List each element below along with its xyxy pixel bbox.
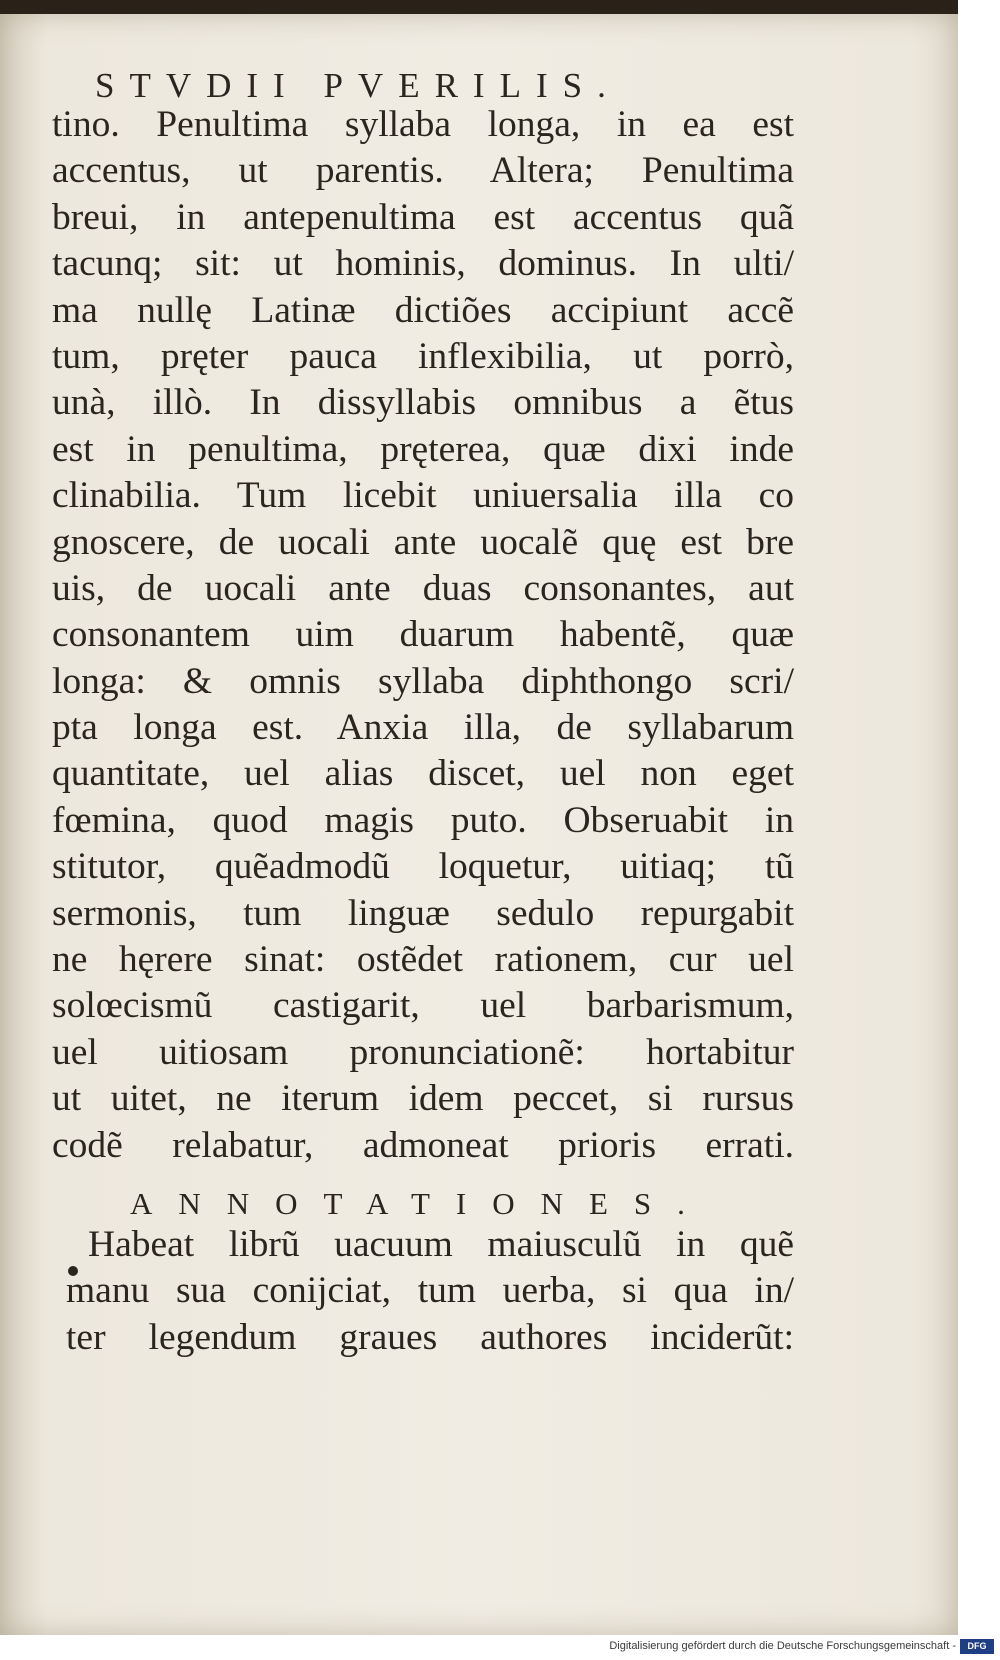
text-line: breui, in antepenultima est accentus quã <box>52 196 794 238</box>
annotation-line: manu sua conijciat, tum uerba, si qua in/ <box>66 1270 794 1312</box>
text-line: ut uitet, ne iterum idem peccet, si rursus <box>52 1078 794 1120</box>
text-line: tacunq; sit: ut hominis, dominus. In ulti/ <box>52 243 794 285</box>
text-line: tum, pręter pauca inflexibilia, ut porrò, <box>52 335 794 377</box>
running-head: STVDII PVERILIS. <box>95 66 621 105</box>
text-line: ma nullę Latinæ dictiões accipiunt accẽ <box>52 289 794 331</box>
annotation-line: ter legendum graues authores inciderũt: <box>66 1316 794 1358</box>
text-line: uel uitiosam pronunciationẽ: hortabitur <box>52 1031 794 1073</box>
text-line: pta longa est. Anxia illa, de syllabarum <box>52 707 794 749</box>
page-margin <box>958 0 1000 1635</box>
text-line: stitutor, quẽadmodũ loquetur, uitiaq; tũ <box>52 846 794 888</box>
text-line: quantitate, uel alias discet, uel non eget <box>52 753 794 795</box>
text-line: sermonis, tum linguæ sedulo repurgabit <box>52 892 794 934</box>
text-line: accentus, ut parentis. Altera; Penultima <box>52 150 794 192</box>
text-line: ne hęrere sinat: ostẽdet rationem, cur uel <box>52 939 794 981</box>
text-line: est in penultima, pręterea, quæ dixi inde <box>52 428 794 470</box>
footer-bar <box>0 1635 1000 1660</box>
text-line: uis, de uocali ante duas consonantes, aut <box>52 567 794 609</box>
text-line: unà, illò. In dissyllabis omnibus a ẽtus <box>52 382 794 424</box>
funding-credit: Digitalisierung gefördert durch die Deutsche Forschungsgemeinschaft - <box>609 1640 956 1652</box>
text-line: solœcismũ castigarit, uel barbarismum, <box>52 985 794 1027</box>
text-line: tino. Penultima syllaba longa, in ea est <box>52 104 794 145</box>
section-heading: ANNOTATIONES. <box>130 1186 711 1221</box>
annotation-text <box>66 1220 794 1359</box>
body-text <box>52 102 794 1169</box>
text-line: fœmina, quod magis puto. Obseruabit in <box>52 799 794 841</box>
annotation-line: Habeat librũ uacuum maiusculũ in quẽ <box>88 1224 794 1265</box>
text-line: gnoscere, de uocali ante uocalẽ quę est bre <box>52 521 794 563</box>
text-line: clinabilia. Tum licebit uniuersalia illa co <box>52 475 794 517</box>
text-line: codẽ relabatur, admoneat prioris errati. <box>52 1124 794 1166</box>
text-line: longa: & omnis syllaba diphthongo scri/ <box>52 660 794 702</box>
text-line: consonantem uim duarum habentẽ, quæ <box>52 614 794 656</box>
dfg-logo: DFG <box>960 1639 994 1654</box>
